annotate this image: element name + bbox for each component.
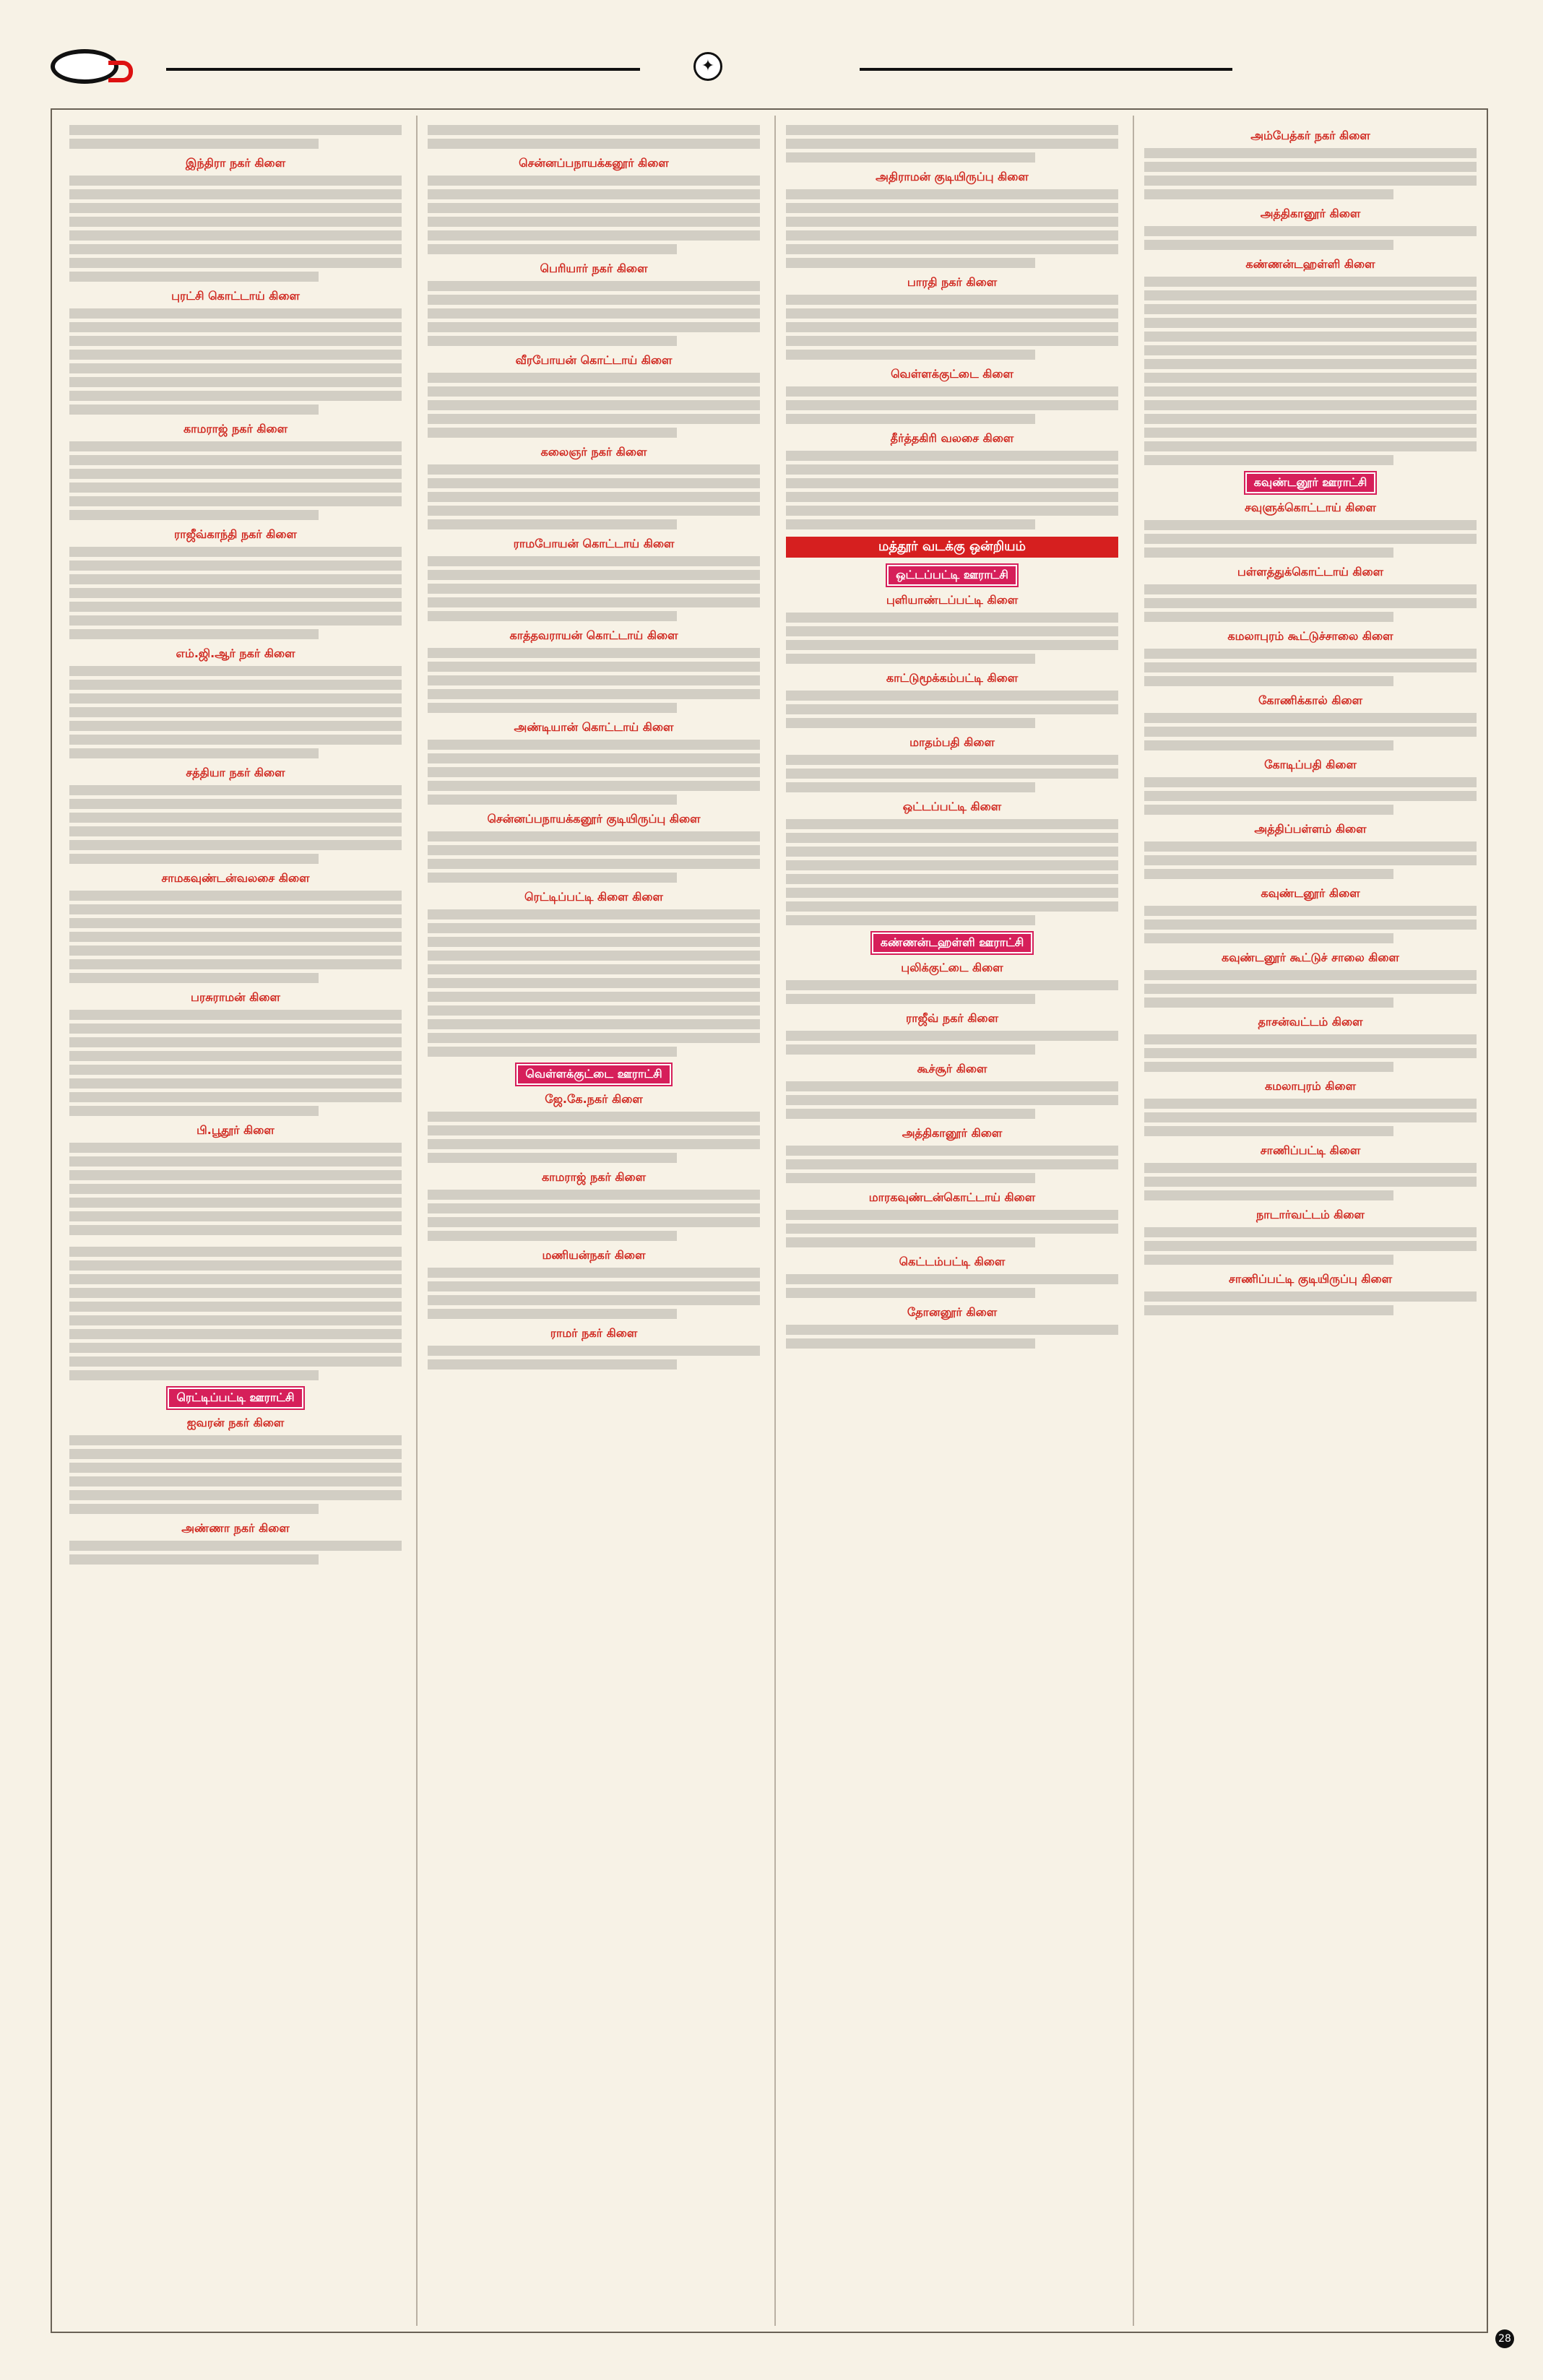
section-title: புலிக்குட்டை கிளை — [901, 961, 1003, 974]
masthead — [43, 48, 1500, 85]
column-divider — [1133, 116, 1134, 2326]
logo-circle-icon — [51, 49, 118, 84]
section-title: ராமபோயன் கொட்டாய் கிளை — [513, 537, 675, 550]
section-title: பி.பூதூர் கிளை — [196, 1123, 275, 1137]
section-title: அத்திப்பள்ளம் கிளை — [1254, 822, 1367, 836]
section-title: அத்திகானூர் கிளை — [1260, 207, 1361, 220]
section-title: சவுளுக்கொட்டாய் கிளை — [1245, 501, 1376, 514]
section-title: ஜே.கே.நகர் கிளை — [545, 1092, 643, 1106]
section-title: தாசன்வட்டம் கிளை — [1258, 1015, 1363, 1029]
section-title: புளியாண்டப்பட்டி கிளை — [886, 593, 1019, 607]
section-title: ரெட்டிப்பட்டி கிளை கிளை — [524, 890, 663, 904]
section-title: ராஜீவ்காந்தி நகர் கிளை — [174, 527, 297, 541]
masthead-rule-right — [860, 68, 1232, 71]
section-title: கெட்டம்பட்டி கிளை — [899, 1255, 1006, 1268]
section-title: மாதம்பதி கிளை — [909, 735, 995, 749]
column-divider — [774, 116, 776, 2326]
section-title: காமராஜ் நகர் கிளை — [541, 1170, 647, 1184]
column-divider — [416, 116, 418, 2326]
section-title: கோடிப்பதி கிளை — [1264, 758, 1357, 771]
section-title: மணியன்நகர் கிளை — [542, 1248, 646, 1262]
section-badge: வெள்ளக்குட்டை ஊராட்சி — [517, 1064, 670, 1085]
section-title: ஐவரன் நகர் கிளை — [186, 1416, 285, 1429]
section-title: அண்ணா நகர் கிளை — [181, 1521, 290, 1535]
column-1 — [69, 121, 402, 1568]
section-badge: கவுண்டனூர் ஊராட்சி — [1245, 472, 1376, 493]
section-badge: ஒட்டப்பட்டி ஊராட்சி — [887, 565, 1017, 586]
section-title: சத்தியா நகர் கிளை — [186, 766, 285, 779]
section-title: அதிராமன் குடியிருப்பு கிளை — [876, 170, 1029, 183]
section-title: அம்பேத்கர் நகர் கிளை — [1250, 129, 1370, 142]
column-3 — [786, 121, 1118, 1352]
section-title: வீரபோயன் கொட்டாய் கிளை — [515, 353, 673, 367]
section-title: கமலாபுரம் கூட்டுச்சாலை கிளை — [1227, 629, 1393, 643]
section-title: கலைஞர் நகர் கிளை — [540, 445, 647, 459]
section-title: காமராஜ் நகர் கிளை — [183, 422, 288, 436]
section-title: கவுண்டனூர் கிளை — [1261, 886, 1360, 900]
section-title: தோனனூர் கிளை — [907, 1305, 998, 1319]
masthead-rule-left — [166, 68, 640, 71]
section-title: பெரியார் நகர் கிளை — [540, 261, 648, 275]
section-title: சென்னப்பநாயக்கனூர் கிளை — [519, 156, 669, 170]
section-title: ஒட்டப்பட்டி கிளை — [902, 800, 1002, 813]
section-title: நாடார்வட்டம் கிளை — [1256, 1208, 1365, 1221]
section-title: கமலாபுரம் கிளை — [1264, 1079, 1357, 1093]
section-title: கவுண்டனூர் கூட்டுச் சாலை கிளை — [1221, 951, 1399, 964]
emblem-icon: ✦ — [693, 52, 722, 81]
section-title: பாரதி நகர் கிளை — [907, 275, 998, 289]
section-badge: கண்ணன்டஹள்ளி ஊராட்சி — [872, 932, 1033, 953]
section-title: காட்டுமூக்கம்பட்டி கிளை — [886, 671, 1019, 685]
section-title: ராமர் நகர் கிளை — [550, 1326, 638, 1340]
section-title: சாணிப்பட்டி குடியிருப்பு கிளை — [1228, 1272, 1393, 1286]
section-title: பரசுராமன் கிளை — [191, 990, 280, 1004]
section-banner: மத்தூர் வடக்கு ஒன்றியம் — [786, 537, 1118, 558]
section-title: புரட்சி கொட்டாய் கிளை — [171, 289, 300, 303]
section-badge: ரெட்டிப்பட்டி ஊராட்சி — [168, 1388, 303, 1408]
section-title: காத்தவராயன் கொட்டாய் கிளை — [509, 628, 678, 642]
section-title: சென்னப்பநாயக்கனூர் குடியிருப்பு கிளை — [487, 812, 701, 826]
section-title: பள்ளத்துக்கொட்டாய் கிளை — [1237, 565, 1384, 579]
section-title: தீர்த்தகிரி வலசை கிளை — [890, 431, 1014, 445]
section-title: சாணிப்பட்டி கிளை — [1260, 1143, 1361, 1157]
section-title: கண்ணன்டஹள்ளி கிளை — [1245, 257, 1375, 271]
section-title: அத்திகானூர் கிளை — [902, 1126, 1003, 1140]
section-title: ராஜீவ் நகர் கிளை — [906, 1011, 998, 1025]
section-title: அண்டியான் கொட்டாய் கிளை — [514, 720, 674, 734]
section-title: எம்.ஜி.ஆர் நகர் கிளை — [176, 646, 295, 660]
section-title: கூச்சூர் கிளை — [917, 1062, 987, 1076]
section-title: கோணிக்கால் கிளை — [1258, 693, 1363, 707]
section-title: சாமகவுண்டன்வலசை கிளை — [161, 871, 310, 885]
column-2 — [428, 121, 760, 1373]
section-title: மாரகவுண்டன்கொட்டாய் கிளை — [868, 1190, 1036, 1204]
column-4 — [1144, 121, 1477, 1319]
section-title: வெள்ளக்குட்டை கிளை — [891, 367, 1013, 381]
section-title: இந்திரா நகர் கிளை — [185, 156, 286, 170]
page-number: 28 — [1495, 2329, 1514, 2348]
